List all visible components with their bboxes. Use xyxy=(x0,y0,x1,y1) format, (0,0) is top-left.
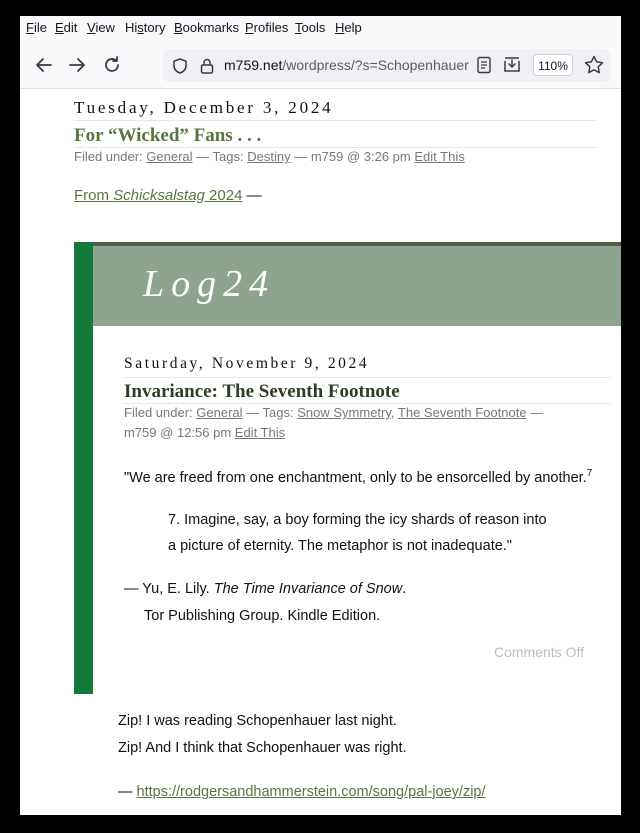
divider xyxy=(74,147,596,148)
lyric-line-1: Zip! I was reading Schopenhauer last night. xyxy=(118,713,397,729)
forward-arrow-icon xyxy=(65,53,89,77)
embed-accent-bar xyxy=(74,242,93,694)
menu-bar xyxy=(20,16,621,42)
post-meta: Filed under: General — Tags: Destiny — m759 @ 3:26 pm Edit This xyxy=(74,149,465,164)
post-title[interactable]: For “Wicked” Fans . . . xyxy=(74,125,262,146)
lock-icon[interactable] xyxy=(199,57,215,75)
embed-post-meta-line2: m759 @ 12:56 pm Edit This xyxy=(124,425,286,440)
save-to-pocket-icon[interactable] xyxy=(502,55,522,75)
menu-help[interactable]: Help xyxy=(335,20,362,35)
divider xyxy=(124,403,610,404)
page-content xyxy=(20,89,621,815)
comments-off-label: Comments Off xyxy=(494,644,584,660)
edit-link[interactable]: Edit This xyxy=(414,149,465,164)
embed-post-meta: Filed under: General — Tags: Snow Symmetry, The Seventh Footnote — xyxy=(124,405,544,420)
divider xyxy=(124,377,610,378)
divider xyxy=(74,120,596,121)
zoom-level-badge[interactable]: 110% xyxy=(533,54,573,76)
menu-view[interactable]: View xyxy=(87,20,115,35)
citation-line-1: — Yu, E. Lily. The Time Invariance of Snow. xyxy=(124,581,407,597)
menu-edit[interactable]: Edit xyxy=(55,20,78,35)
citation-line-2: Tor Publishing Group. Kindle Edition. xyxy=(144,608,381,624)
menu-bookmarks[interactable]: Bookmarks xyxy=(174,20,240,35)
menu-tools[interactable]: Tools xyxy=(295,20,326,35)
menu-history[interactable]: History xyxy=(125,20,166,35)
reload-button[interactable] xyxy=(100,53,124,77)
embed-post-title: Invariance: The Seventh Footnote xyxy=(124,381,400,402)
quote-text: "We are freed from one enchantment, only to be ensorcelled by another.$^7$ xyxy=(124,468,593,486)
url-text[interactable]: m759.net/wordpress/?s=Schopenhauer xyxy=(224,57,469,73)
back-button[interactable] xyxy=(32,53,56,77)
schicksalstag-link[interactable]: From Schicksalstag 2024 xyxy=(74,187,243,204)
from-line: From Schicksalstag 2024 — xyxy=(74,187,262,204)
reader-view-icon[interactable] xyxy=(476,56,492,74)
reload-icon xyxy=(100,53,124,77)
lyric-line-2: Zip! And I think that Schopenhauer was right. xyxy=(118,740,407,756)
embed-post-date: Saturday, November 9, 2024 xyxy=(124,355,370,372)
back-arrow-icon xyxy=(32,53,56,77)
embedded-log24-image xyxy=(74,242,621,694)
source-line: — https://rodgersandhammerstein.com/song/pal-joey/zip/ xyxy=(118,784,486,800)
post-date: Tuesday, December 3, 2024 xyxy=(74,98,334,117)
forward-button[interactable] xyxy=(65,53,89,77)
footnote-line-1: 7. Imagine, say, a boy forming the icy shards of reason into xyxy=(168,512,547,528)
embed-header xyxy=(93,242,621,326)
browser-window xyxy=(20,16,621,815)
tag-link[interactable]: Destiny xyxy=(247,149,291,164)
log24-logo: Log24 xyxy=(143,263,276,305)
menu-file[interactable]: File xyxy=(26,20,47,35)
bookmark-star-icon[interactable] xyxy=(583,54,605,76)
category-link[interactable]: General xyxy=(146,149,193,164)
shield-icon[interactable] xyxy=(171,57,189,75)
navigation-toolbar xyxy=(20,42,621,89)
rodgers-hammerstein-link[interactable]: https://rodgersandhammerstein.com/song/pal-joey/zip/ xyxy=(136,784,486,800)
menu-profiles[interactable]: Profiles xyxy=(245,20,289,35)
footnote-line-2: a picture of eternity. The metaphor is not inadequate." xyxy=(168,538,512,554)
